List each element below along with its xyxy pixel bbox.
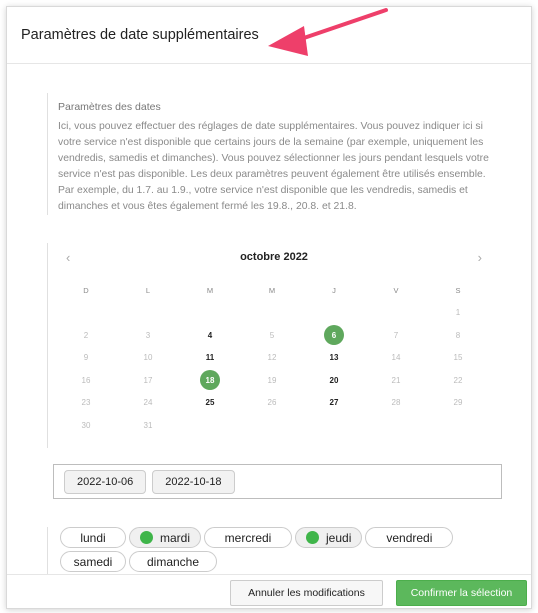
calendar-day[interactable]: 31 [143, 420, 153, 430]
weekday-toggle-label: vendredi [386, 530, 433, 545]
calendar-day[interactable] [179, 370, 241, 390]
calendar-week-row [55, 302, 489, 325]
weekday-header-cell: J [332, 285, 336, 295]
calendar-day[interactable]: 8 [455, 330, 461, 340]
dialog-title: Paramètres de date supplémentaires [21, 27, 259, 43]
calendar-nav [48, 247, 500, 267]
calendar-day[interactable]: 30 [81, 420, 91, 430]
calendar-week-row [55, 369, 489, 392]
weekday-row [60, 527, 499, 548]
calendar-grid [55, 279, 489, 437]
calendar-day[interactable]: 26 [267, 398, 277, 408]
calendar-week-row [55, 324, 489, 347]
weekday-toggle-label: jeudi [326, 530, 352, 545]
weekday-toggle-label: mardi [160, 530, 191, 545]
calendar-day[interactable]: 13 [329, 353, 339, 363]
calendar-day[interactable]: 11 [205, 353, 215, 363]
weekday-row [60, 551, 499, 572]
annotation-arrow-icon [258, 6, 398, 66]
selected-date-chip[interactable]: 2022-10-18 [152, 470, 234, 494]
weekday-header-cell: S [455, 285, 461, 295]
calendar-day[interactable]: 19 [267, 375, 277, 385]
weekday-toggle-lundi[interactable] [60, 527, 126, 548]
calendar-day[interactable]: 4 [207, 330, 213, 340]
calendar-day[interactable]: 23 [81, 398, 91, 408]
weekday-toggle-label: dimanche [146, 554, 200, 569]
cancel-changes-button[interactable]: Annuler les modifications [230, 580, 383, 606]
dialog-footer [7, 574, 532, 608]
selected-dot-icon [140, 531, 153, 544]
calendar-day[interactable]: 17 [143, 375, 153, 385]
selected-dates-field[interactable] [53, 464, 502, 499]
calendar-day[interactable]: 27 [329, 398, 339, 408]
selected-dot-icon [306, 531, 319, 544]
info-title: Paramètres des dates [58, 101, 161, 113]
calendar-day[interactable]: 12 [267, 353, 277, 363]
selected-date-chip[interactable]: 2022-10-06 [64, 470, 146, 494]
calendar-day[interactable]: 14 [391, 353, 401, 363]
calendar-day[interactable]: 7 [393, 330, 399, 340]
calendar-day[interactable]: 10 [143, 353, 153, 363]
calendar-day[interactable]: 5 [269, 330, 275, 340]
weekday-toggle-dimanche[interactable] [129, 551, 217, 572]
calendar-day[interactable]: 25 [205, 398, 215, 408]
calendar-week-row [55, 347, 489, 370]
calendar-day[interactable] [303, 325, 365, 345]
calendar-day[interactable]: 24 [143, 398, 153, 408]
chevron-right-icon[interactable]: › [477, 250, 482, 265]
calendar-day[interactable]: 21 [391, 375, 401, 385]
weekday-toggle-samedi[interactable] [60, 551, 126, 572]
calendar-day[interactable]: 16 [81, 375, 91, 385]
confirm-selection-button[interactable]: Confirmer la sélection [396, 580, 527, 606]
weekday-header-cell: M [206, 285, 214, 295]
calendar-day[interactable]: 2 [83, 330, 89, 340]
calendar-day[interactable]: 9 [83, 353, 89, 363]
date-settings-dialog [6, 6, 532, 609]
weekday-toggle-label: lundi [80, 530, 106, 545]
calendar-day[interactable]: 20 [329, 375, 339, 385]
date-settings-info [47, 93, 499, 215]
weekday-header-cell: M [268, 285, 276, 295]
weekday-header-cell: L [145, 285, 151, 295]
weekday-toggle-mercredi[interactable] [204, 527, 292, 548]
calendar-weekday-header [55, 279, 489, 302]
info-text: Ici, vous pouvez effectuer des réglages de date supplémentaires. Vous pouvez indiquer ici si votre service n'est disponible que certains jours de la semaine (par exemple, uniquement les vendredis, samedis et dimanches). Vous pouvez sélectionner les jours pendant lesquels votre service n'est pas disponible. Les deux paramètres peuvent également être utilisés ensemble. Par exemple, du 1.7. au 1.9., votre service n'est disponible que les vendredis, samedis et dimanches et vous êtes également fermé les 19.8., 20.8. et 21.8. [58, 121, 489, 212]
calendar-day[interactable]: 29 [453, 398, 463, 408]
selected-day-marker: 18 [200, 370, 220, 390]
calendar [47, 243, 499, 448]
dialog-body[interactable] [7, 65, 532, 585]
calendar-month-label: octobre 2022 [240, 251, 308, 263]
weekday-header-cell: V [393, 285, 399, 295]
weekday-toggle-label: samedi [73, 554, 113, 569]
calendar-day[interactable]: 3 [145, 330, 151, 340]
calendar-week-row [55, 392, 489, 415]
weekday-header-cell: D [83, 285, 89, 295]
calendar-day[interactable]: 22 [453, 375, 463, 385]
chevron-left-icon[interactable]: ‹ [66, 250, 71, 265]
weekday-toggle-mardi[interactable] [129, 527, 201, 548]
calendar-day[interactable]: 1 [455, 308, 461, 318]
weekday-toggle-label: mercredi [224, 530, 272, 545]
calendar-week-row [55, 414, 489, 437]
selected-day-marker: 6 [324, 325, 344, 345]
calendar-day[interactable]: 15 [453, 353, 463, 363]
weekday-toggle-vendredi[interactable] [365, 527, 453, 548]
weekday-toggle-jeudi[interactable] [295, 527, 362, 548]
calendar-day[interactable]: 28 [391, 398, 401, 408]
